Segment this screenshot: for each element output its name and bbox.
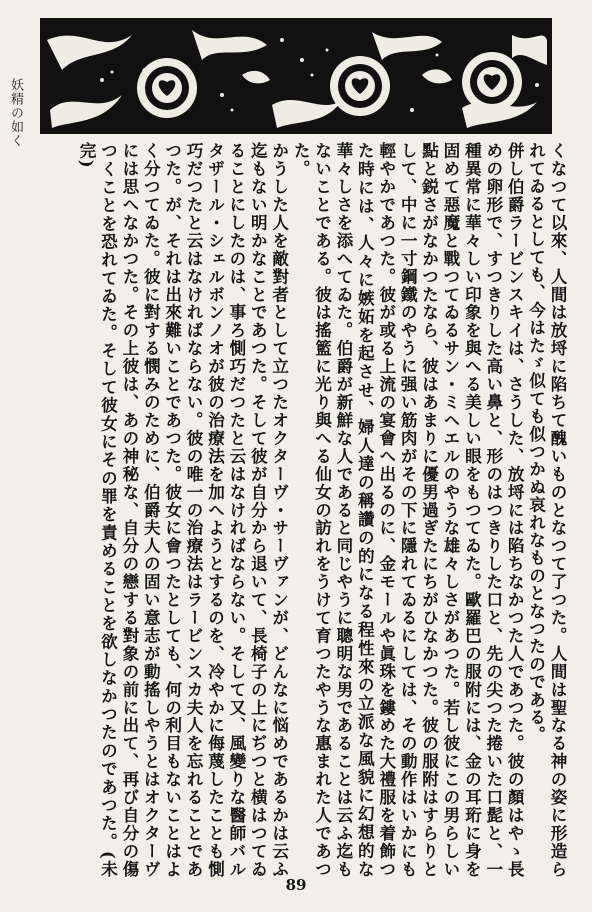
running-head: 妖精の如く — [8, 78, 23, 148]
paragraph: 併し伯爵ラービンスキイは、さうした、放埒には陷ちなかつた人であつた。彼の顏はやゝ長めの卵形で、すつきりした高い鼻と、形のはつきりした口と、先の尖つた捲いた口髭と、一種異常に華々しい印象を與へる美しい眼をもつてゐた。歐羅巴の服附には、金の耳珩に身を固めて惡魔と戰つてゐるサン・ミヘエルのやうな雄々しさがあつた。若し彼にこの男らしい點と鋭さがなかつたなら、彼はあまりに優男過ぎたにちがひなかつた。彼の服附はすらりとして、中に一寸鋼鐵のやうに强い筋肉がその下に隱れてゐるにしては、その動作はいかにも輕やかであつた。彼が或る上流の宴會へ出るのに、金モールや眞珠を鏤めた大禮服を着飾つた時には、人々に嫉妬を起させ、婦人達の稱讚の的になる程性來の立派な風貌に幻想的な華々しさを添へてゐた。伯爵が新鮮な人であると同じやうに聰明な男であることは云ふ迄もないことである。彼は搖籃に光り與へる仙女の訪れをうけて育つたやうな惠まれた人であつた。 — [291, 142, 526, 878]
body-text — [28, 142, 568, 878]
paragraph: くなつて以來、人間は放埒に陷ちて醜いものとなつて了つた。人間は聖なる神の姿に形造られてゐるとしても、今はたゞ似ても似つかぬ哀れなものとなつたのである。 — [526, 142, 568, 878]
paragraph: かうした人を敵對者として立つたオクターヴ・サーヴァンが、どんなに悩めであるかは云ふ迄もない明かなことであつた。そして彼が自分から退いて、長椅子の上にぢつと横はつてゐることにしたのは、事ろ惻巧だつたと云はなければならない。そして又、風變りな醫師バルタザール・シェルボンノオが彼の治療法を加へようとするのを、冷やかに侮蔑したことも惻巧だつたと云はなければならない。彼の唯一の治療法はラービンスカ夫人を忘れることであつた。が、それは出來難いことであつた。彼女に會つたとしても、何の利目もないことはよく分つてゐた。彼に對する憫みのために、伯爵夫人の固い意志が動搖しやうとはオクターヴには思へなかつた。その上彼は、あの神秘な、自分の戀する對象の前に出て、再び自分の傷つくことを恐れてゐた。そして彼女にその罪を責めることを欲しなかつたのであつた。(未完) — [77, 142, 290, 878]
ornamental-header-banner — [40, 18, 552, 134]
woodcut-ornament-icon — [42, 20, 550, 132]
page-number: 89 — [285, 876, 307, 894]
